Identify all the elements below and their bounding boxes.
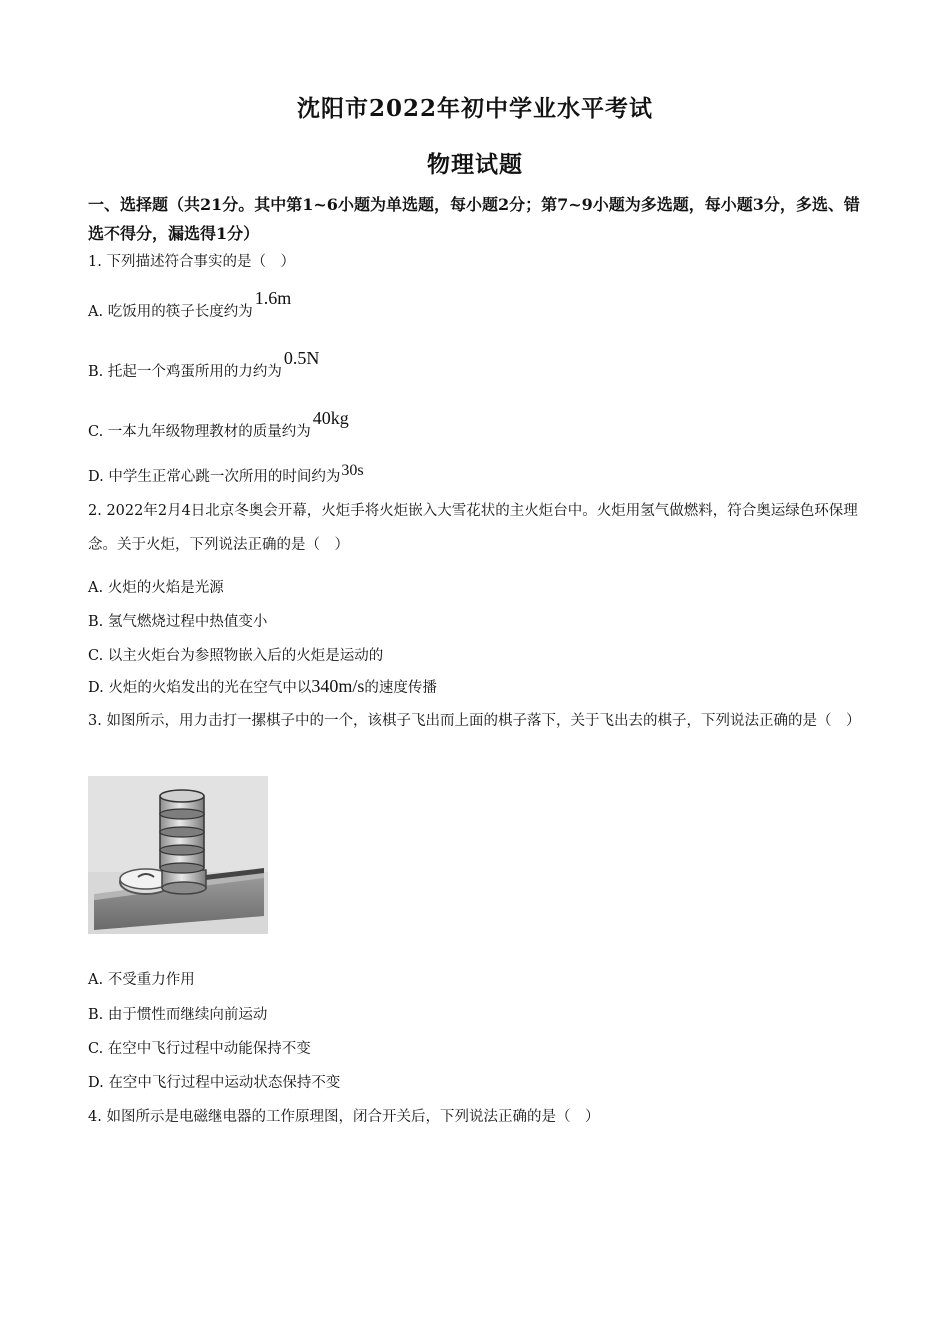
q1-option-b-value: 0.5N	[283, 348, 320, 368]
q2-option-d	[88, 676, 437, 697]
q2-stem: 2. 2022年2月4日北京冬奥会开幕，火炬手将火炬嵌入大雪花状的主火炬台中。火炬用氢气做燃料，符合奥运绿色环保理念。关于火炬，下列说法正确的是（ ）	[88, 503, 858, 553]
q2-option-d-text: D. 火炬的火焰发出的光在空气中以	[88, 680, 312, 696]
exam-subtitle: 物理试题	[427, 151, 523, 178]
q1-option-c-value: 40kg	[312, 408, 349, 428]
q4-stem: 4. 如图所示是电磁继电器的工作原理图，闭合开关后，下列说法正确的是（ ）	[88, 1109, 600, 1125]
q2-option-a: A. 火炬的火焰是光源	[88, 580, 224, 596]
q1-option-d	[88, 462, 364, 486]
q2-option-d-value: 340m/s	[311, 676, 365, 696]
q1-option-c	[88, 408, 349, 441]
chess-stack-figure	[88, 776, 268, 934]
q3-option-d: D. 在空中飞行过程中运动状态保持不变	[88, 1075, 341, 1091]
q1-option-b	[88, 348, 320, 381]
exam-title: 沈阳市2022年初中学业水平考试	[296, 95, 653, 122]
q1-option-d-value: 30s	[341, 462, 364, 479]
q1-stem: 1. 下列描述符合事实的是（ ）	[88, 254, 295, 270]
q1-option-b-text: B. 托起一个鸡蛋所用的力约为	[88, 364, 282, 380]
q1-option-c-text: C. 一本九年级物理教材的质量约为	[88, 424, 311, 440]
q3-option-a: A. 不受重力作用	[88, 972, 195, 988]
q3-stem: 3. 如图所示，用力击打一摞棋子中的一个，该棋子飞出而上面的棋子落下，关于飞出去的棋子，下列说法正确的是（ ）	[88, 713, 861, 729]
q1-option-d-text: D. 中学生正常心跳一次所用的时间约为	[88, 469, 341, 485]
q2-option-b: B. 氢气燃烧过程中热值变小	[88, 614, 268, 630]
q3-option-c: C. 在空中飞行过程中动能保持不变	[88, 1041, 311, 1057]
q1-option-a	[88, 288, 292, 321]
q1-option-a-text: A. 吃饭用的筷子长度约为	[88, 304, 253, 320]
q1-option-a-value: 1.6m	[254, 288, 292, 308]
q2-option-c: C. 以主火炬台为参照物嵌入后的火炬是运动的	[88, 648, 384, 664]
q2-option-d-tail: 的速度传播	[364, 680, 437, 696]
q3-option-b: B. 由于惯性而继续向前运动	[88, 1007, 268, 1023]
section-heading: 一、选择题（共21分。其中第1~6小题为单选题，每小题2分；第7~9小题为多选题，每小题3分，多选、错选不得分，漏选得1分）	[88, 195, 860, 243]
